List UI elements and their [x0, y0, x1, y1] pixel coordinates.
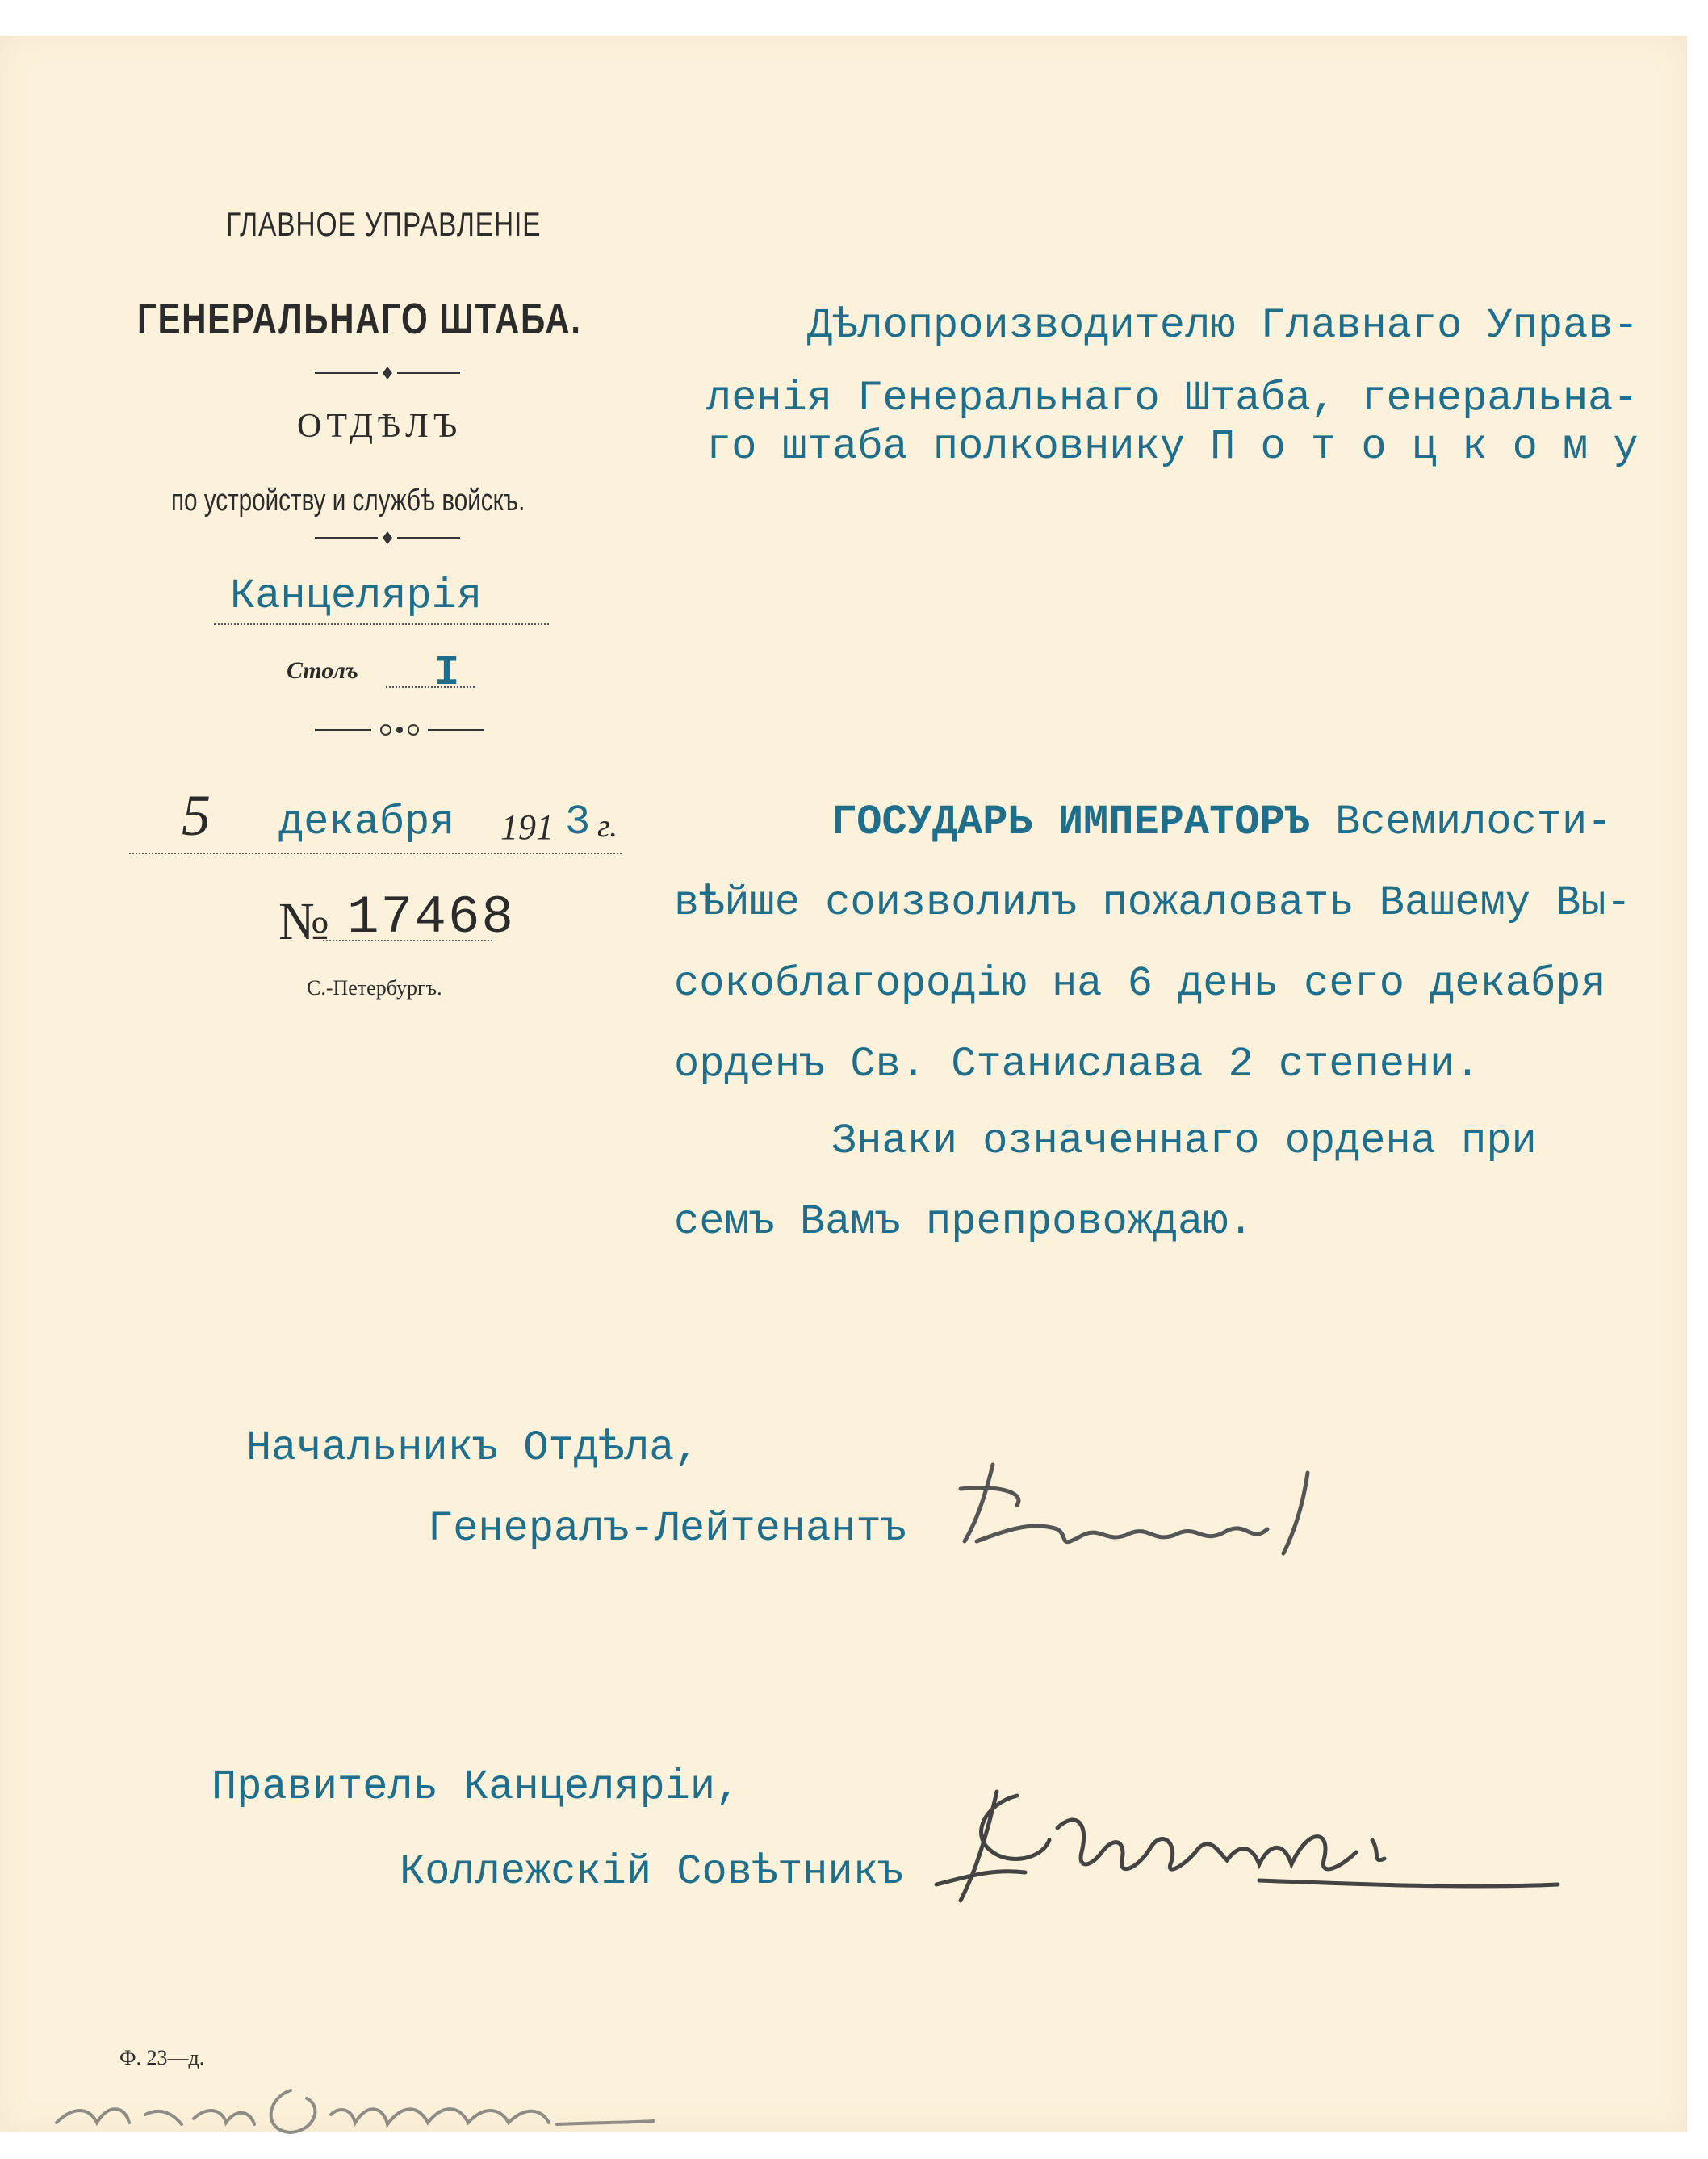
ornament-scroll: [315, 720, 484, 740]
document-page: [0, 36, 1687, 2132]
office-underline: [214, 623, 549, 625]
body-line-2: вѣйше соизволилъ пожаловать Вашему Вы-: [674, 879, 1631, 927]
recipient-line-2: ленія Генеральнаго Штаба, генеральна-: [706, 375, 1639, 422]
form-code: Ф. 23—д.: [119, 2046, 205, 2069]
date-year-typed: 3: [565, 799, 591, 846]
body-line-5: Знаки означеннаго ордена при: [831, 1117, 1537, 1165]
chief-title: Начальникъ Отдѣла,: [246, 1424, 700, 1472]
recipient-line-3: го штаба полковнику П о т о ц к о м у: [706, 423, 1639, 471]
body-line-4: орденъ Св. Станислава 2 степени.: [674, 1041, 1480, 1088]
letterhead-line2: ГЕНЕРАЛЬНАГО ШТАБА.: [137, 295, 582, 343]
office-name: Канцелярія: [230, 572, 483, 620]
recipient-line-1: Дѣлопроизводителю Главнаго Управ-: [807, 302, 1639, 350]
letterhead-line1: ГЛАВНОЕ УПРАВЛЕНІЕ: [226, 205, 542, 243]
manager-signature: [920, 1763, 1566, 1917]
chief-signature: [928, 1440, 1348, 1570]
desk-value: I: [434, 649, 460, 697]
body-line-1-bold: ГОСУДАРЬ ИМПЕРАТОРЪ: [831, 799, 1310, 846]
date-suffix: г.: [597, 807, 618, 844]
body-line-3: сокоблагородію на 6 день сего декабря: [674, 960, 1606, 1008]
ornament-divider: [315, 365, 460, 381]
manager-rank: Коллежскій Совѣтникъ: [400, 1848, 904, 1896]
city-label: С.-Петербургъ.: [307, 976, 442, 1000]
desk-underline: [386, 686, 475, 688]
date-year-printed: 191: [500, 807, 554, 847]
number-value: 17468: [347, 887, 516, 948]
date-underline: [129, 853, 622, 854]
department-subtitle: по устройству и службѣ войскъ.: [171, 484, 525, 518]
department-title: ОТДѢЛЪ: [297, 408, 463, 445]
manager-title: Правитель Канцеляріи,: [211, 1763, 741, 1811]
desk-label: Столъ: [287, 657, 358, 684]
date-month: декабря: [278, 799, 455, 846]
body-line-6: семъ Вамъ препровождаю.: [674, 1198, 1254, 1246]
body-line-1-rest: Всемилости-: [1309, 799, 1613, 846]
chief-rank: Генералъ-Лейтенантъ: [428, 1505, 906, 1553]
number-label: №: [278, 892, 329, 951]
body-line-1: [831, 799, 1612, 846]
date-day: 5: [182, 783, 211, 848]
ornament-divider-2: [315, 530, 460, 546]
number-underline: [323, 940, 492, 941]
handwritten-note: [48, 2058, 662, 2147]
